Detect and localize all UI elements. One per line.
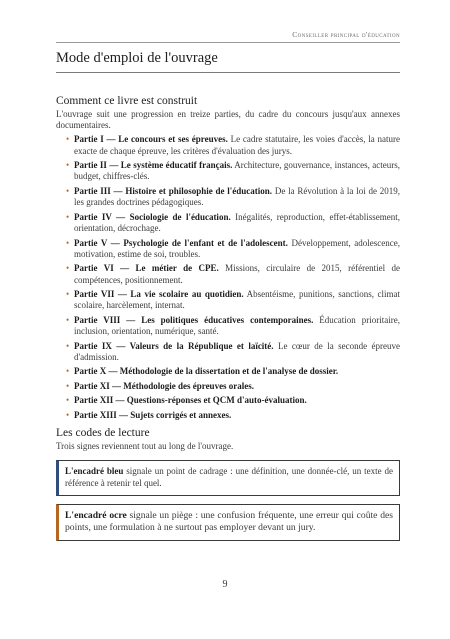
part-title: Partie IV — Sociologie de l'éducation. — [74, 211, 231, 222]
part-title: Partie V — Psychologie de l'enfant et de l'adolescent. — [74, 237, 288, 248]
bullet-icon: • — [66, 409, 70, 420]
box-text: signale un piège : une confusion fréquente, une erreur qui coûte des points, une formulation à ne surtout pas employer devant un jury. — [65, 509, 393, 534]
section-title: Mode d'emploi de l'ouvrage — [56, 50, 218, 66]
list-item — [56, 160, 400, 183]
box-term: L'encadré ocre — [65, 509, 127, 521]
list-item — [56, 395, 400, 406]
list-item — [56, 381, 400, 392]
part-description: Missions, circulaire de 2015, référentiel de compétences, positionnement. — [74, 263, 400, 285]
part-title: Partie IX — Valeurs de la République et laïcité. — [74, 340, 274, 351]
list-item — [56, 315, 400, 338]
list-item — [56, 289, 400, 312]
part-title: Partie X — Méthodologie de la dissertation et de l'analyse de dossier. — [74, 366, 339, 377]
bullet-icon: • — [66, 314, 70, 325]
list-item — [56, 341, 400, 364]
structure-intro: L'ouvrage suit une progression en treize parties, du cadre du concours jusqu'aux annexes documentaires. — [56, 109, 400, 131]
header-rule — [56, 42, 400, 43]
list-item — [56, 212, 400, 235]
bullet-icon: • — [66, 185, 70, 196]
part-description: Absentéisme, punitions, sanctions, climat scolaire, harcèlement, internat. — [74, 289, 400, 311]
list-item — [56, 186, 400, 209]
bullet-icon: • — [66, 380, 70, 391]
part-title: Partie VI — Le métier de CPE. — [74, 263, 219, 274]
part-title: Partie VIII — Les politiques éducatives contemporaines. — [74, 314, 314, 325]
reading-codes-heading: Les codes de lecture — [56, 427, 150, 440]
part-description: Architecture, gouvernance, instances, acteurs, budget, chiffres-clés. — [74, 160, 400, 182]
blue-box — [56, 460, 400, 496]
parts-list — [56, 134, 400, 421]
box-text: signale un point de cadrage : une définition, une donnée-clé, un texte de référence à retenir tel quel. — [65, 466, 393, 488]
bullet-icon: • — [66, 237, 70, 248]
section-title-rule — [56, 72, 400, 73]
part-title: Partie XII — Questions-réponses et QCM d'auto-évaluation. — [74, 395, 307, 406]
bullet-icon: • — [66, 160, 70, 171]
part-description: De la Révolution à la loi de 2019, les grandes doctrines pédagogiques. — [74, 185, 400, 208]
page-content — [56, 95, 400, 549]
part-title: Partie II — Le système éducatif français. — [74, 160, 233, 171]
list-item — [56, 263, 400, 286]
bullet-icon: • — [66, 340, 70, 351]
part-description: Inégalités, reproduction, effet-établissement, orientation, décrochage. — [74, 211, 400, 234]
part-title: Partie VII — La vie scolaire au quotidien. — [74, 289, 244, 300]
structure-heading: Comment ce livre est construit — [56, 95, 198, 107]
part-description: Le cadre statutaire, les voies d'accès, la nature exacte de chaque épreuve, les critères d'évaluation des jurys. — [74, 134, 400, 156]
part-description: Éducation prioritaire, inclusion, orientation, numérique, santé. — [74, 314, 400, 337]
part-description: Développement, adolescence, motivation, estime de soi, troubles. — [74, 237, 400, 259]
bullet-icon: • — [66, 211, 70, 222]
ochre-box — [56, 504, 400, 541]
reading-codes-intro: Trois signes reviennent tout au long de l'ouvrage. — [56, 441, 234, 452]
page-number: 9 — [222, 579, 228, 590]
list-item — [56, 134, 400, 157]
part-title: Partie III — Histoire et philosophie de l'éducation. — [74, 185, 273, 196]
bullet-icon: • — [66, 395, 70, 406]
part-title: Partie XI — Méthodologie des épreuves orales. — [74, 380, 255, 391]
running-header: Conseiller principal d'éducation — [292, 30, 400, 39]
bullet-icon: • — [66, 263, 70, 274]
list-item — [56, 238, 400, 261]
part-description: Le cœur de la seconde épreuve d'admission. — [74, 340, 400, 362]
box-term: L'encadré bleu — [65, 466, 124, 477]
part-title: Partie XIII — Sujets corrigés et annexes. — [74, 409, 232, 420]
list-item — [56, 366, 400, 377]
bullet-icon: • — [66, 289, 70, 300]
bullet-icon: • — [66, 134, 70, 145]
list-item — [56, 410, 400, 421]
bullet-icon: • — [66, 366, 70, 377]
part-title: Partie I — Le concours et ses épreuves. — [74, 134, 228, 145]
